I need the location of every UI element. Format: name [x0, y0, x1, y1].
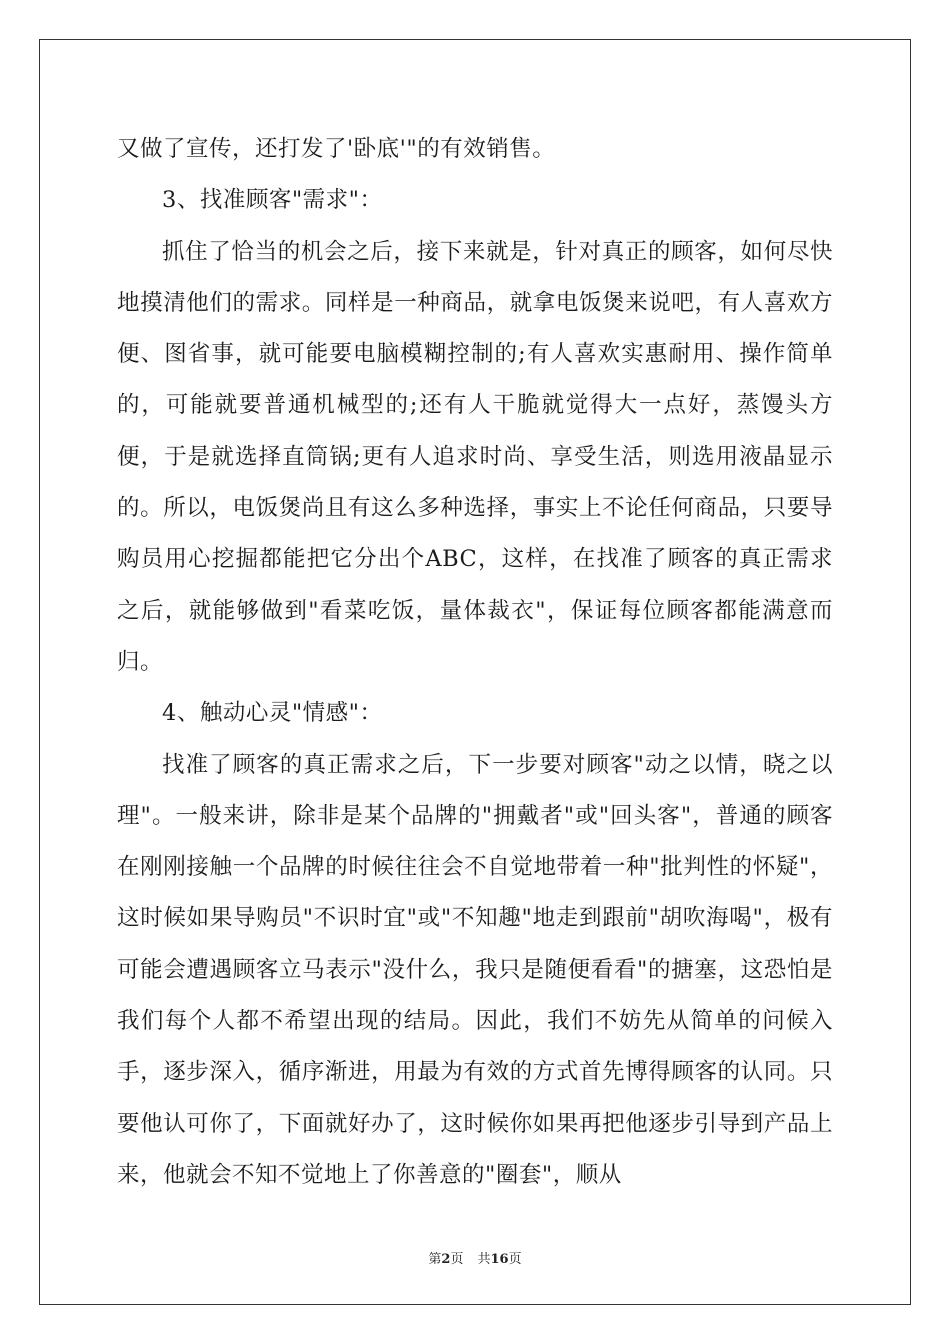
page-label-prefix: 第 [428, 1252, 442, 1267]
page-label-suffix: 页 [450, 1252, 464, 1267]
paragraph-needs: 抓住了恰当的机会之后，接下来就是，针对真正的顾客，如何尽快地摸清他们的需求。同样是一种商品，就拿电饭煲来说吧，有人喜欢方便、图省事，就可能要电脑模糊控制的;有人喜欢实惠耐用、操作简单的，可能就要普通机械型的;还有人干脆就觉得大一点好，蒸馒头方便，于是就选择直筒锅;更有人追求时尚、享受生活，则选用液晶显示的。所以，电饭煲尚且有这么多种选择，事实上不论任何商品，只要导购员用心挖掘都能把它分出个ABC，这样，在找准了顾客的真正需求之后，就能够做到"看菜吃饭，量体裁衣"，保证每位顾客都能满意而归。 [117, 238, 833, 675]
page-number: 2 [441, 1252, 451, 1267]
total-pages: 16 [490, 1252, 509, 1267]
document-body [117, 124, 833, 1201]
section-heading-emotion: 4、触动心灵"情感"： [162, 700, 383, 727]
page-footer [0, 1248, 950, 1267]
total-label-prefix: 共 [477, 1252, 491, 1267]
total-label-suffix: 页 [508, 1252, 522, 1267]
section-heading-needs: 3、找准顾客"需求"： [162, 187, 383, 214]
paragraph-continuation: 又做了宣传，还打发了'卧底'"的有效销售。 [117, 136, 556, 162]
paragraph-emotion: 找准了顾客的真正需求之后，下一步要对顾客"动之以情，晓之以理"。一般来讲，除非是某个品牌的"拥戴者"或"回头客"，普通的顾客在刚刚接触一个品牌的时候往往会不自觉地带着一种"批判性的怀疑"，这时候如果导购员"不识时宜"或"不知趣"地走到跟前"胡吹海喝"，极有可能会遭遇顾客立马表示"没什么，我只是随便看看"的搪塞，这恐怕是我们每个人都不希望出现的结局。因此，我们不妨先从简单的问候入手，逐步深入，循序渐进，用最为有效的方式首先博得顾客的认同。只要他认可你了，下面就好办了，这时候你如果再把他逐步引导到产品上来，他就会不知不觉地上了你善意的"圈套"，顺从 [117, 751, 833, 1188]
